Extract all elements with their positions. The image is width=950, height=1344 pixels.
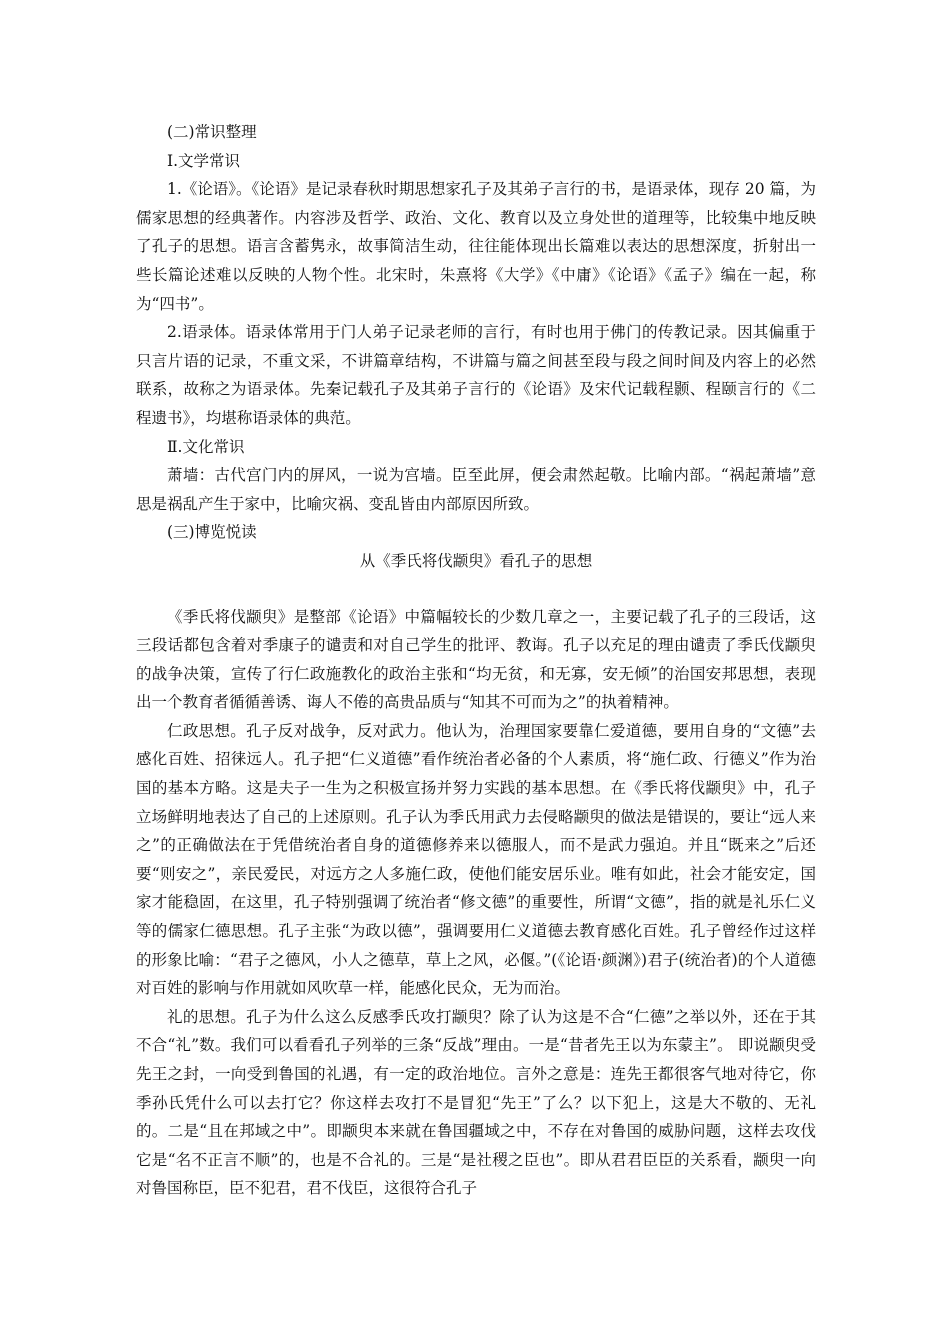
knowledge-heading: (二)常识整理 <box>167 123 257 141</box>
reading-heading: (三)博览悦读 <box>167 523 257 542</box>
spacer <box>136 576 816 603</box>
article-intro-paragraph: 《季氏将伐颛臾》是整部《论语》中篇幅较长的少数几章之一，主要记载了孔子的三段话，这三段话都包含着对季康子的谴责和对自己学生的批评、教诲。孔子以充足的理由谴责了季氏伐颛臾的战争决策，宣传了行仁政施教化的政治主张和“均无贫，和无寡，安无倾”的治国安邦思想，表现出一个教育者循循善诱、诲人不倦的高贵品质与“知其不可而为之”的执着精神。 <box>136 607 816 712</box>
article-title: 从《季氏将伐颛臾》看孔子的思想 <box>359 551 593 570</box>
cultural-knowledge-heading: Ⅱ.文化常识 <box>167 437 245 456</box>
xiaoqiang-paragraph: 萧墙：古代宫门内的屏风，一说为宫墙。臣至此屏，便会肃然起敬。比喻内部。“祸起萧墙”意思是祸乱产生于家中，比喻灾祸、变乱皆由内部原因所致。 <box>136 466 816 513</box>
document-page <box>136 118 816 1203</box>
yuluti-paragraph: 2.语录体。语录体常用于门人弟子记录老师的言行，有时也用于佛门的传教记录。因其偏重于只言片语的记录，不重文采，不讲篇章结构，不讲篇与篇之间甚至段与段之间时间及内容上的必然联系，故称之为语录体。先秦记载孔子及其弟子言行的《论语》及宋代记载程颢、程颐言行的《二程遗书》，均堪称语录体的典范。 <box>136 323 816 427</box>
benevolent-government-paragraph: 仁政思想。孔子反对战争，反对武力。他认为，治理国家要靠仁爱道德，要用自身的“文德”去感化百姓、招徕远人。孔子把“仁义道德”看作统治者必备的个人素质，将“施仁政、行德义”作为治国的基本方略。这是夫子一生为之积极宣扬并努力实践的基本思想。在《季氏将伐颛臾》中，孔子立场鲜明地表达了自己的上述原则。孔子认为季氏用武力去侵略颛臾的做法是错误的，要让“远人来之”的正确做法在于凭借统治者自身的道德修养来以德服人，而不是武力强迫。并且“既来之”后还要“则安之”，亲民爱民，对远方之人多施仁政，使他们能安居乐业。唯有如此，社会才能安定，国家才能稳固，在这里，孔子特别强调了统治者“修文德”的重要性，所谓“文德”，指的就是礼乐仁义等的儒家仁德思想。孔子主张“为政以德”，强调要用仁义道德去教育感化百姓。孔子曾经作过这样的形象比喻：“君子之德风，小人之德草，草上之风，必偃。”(《论语·颜渊》)君子(统治者)的个人道德对百姓的影响与作用就如风吹草一样，能感化民众，无为而治。 <box>136 721 816 998</box>
ritual-thought-paragraph: 礼的思想。孔子为什么这么反感季氏攻打颛臾？除了认为这是不合“仁德”之举以外，还在于其不合“礼”数。我们可以看看孔子列举的三条“反战”理由。一是“昔者先王以为东蒙主”。 即说颛臾受先王之封，一向受到鲁国的礼遇，有一定的政治地位。言外之意是：连先王都很客气地对待它，你季孙氏凭什么可以去打它？你这样去攻打不是冒犯“先王”了么？以下犯上，这是大不敬的、无礼的。二是“且在邦域之中”。即颛臾本来就在鲁国疆域之中，不存在对鲁国的威胁问题，这样去攻伐它是“名不正言不顺”的，也是不合礼的。三是“是社稷之臣也”。即从君君臣臣的关系看，颛臾一向对鲁国称臣，臣不犯君，君不伐臣，这很符合孔子 <box>136 1007 816 1198</box>
lunyu-paragraph: 1.《论语》。《论语》是记录春秋时期思想家孔子及其弟子言行的书，是语录体，现存 20 篇，为儒家思想的经典著作。内容涉及哲学、政治、文化、教育以及立身处世的道理等，比较集中地反映了孔子的思想。语言含蓄隽永，故事简洁生动，往往能体现出长篇难以表达的思想深度，折射出一些长篇论述难以反映的人物个性。北宋时，朱熹将《大学》《中庸》《论语》《孟子》编在一起，称为“四书”。 <box>136 180 816 313</box>
literary-knowledge-heading: Ⅰ.文学常识 <box>167 151 241 170</box>
